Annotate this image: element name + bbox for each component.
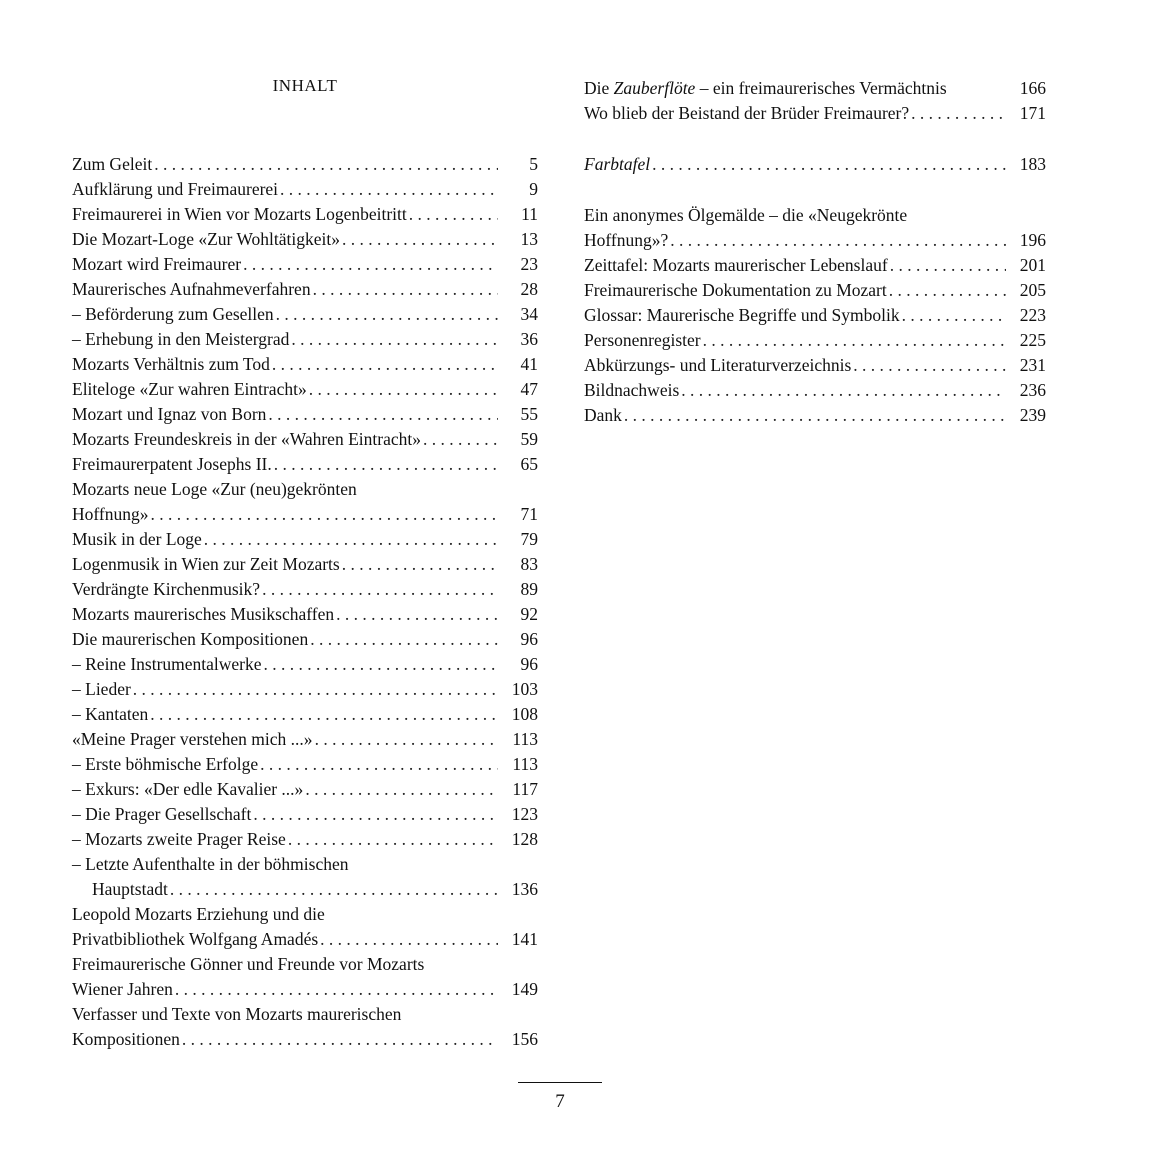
toc-entry [72,277,538,302]
toc-entry [584,378,1046,403]
toc-entry-title: Hoffnung» [72,504,149,524]
toc-page-number: 28 [520,279,538,299]
toc-entry [72,152,538,177]
dot-leader [652,152,1006,177]
toc-entry [72,1002,538,1052]
toc-page-number: 5 [529,154,538,174]
toc-entry-title: Mozart und Ignaz von Born [72,404,267,424]
toc-page-number: 59 [520,429,538,449]
toc-entry-title: Freimaurerei in Wien vor Mozarts Logenbeitritt [72,204,407,224]
toc-entry-title: Privatbibliothek Wolfgang Amadés [72,929,319,949]
toc-entry-title: – Erste böhmische Erfolge [72,754,259,774]
toc-entry-title: Die Mozart-Loge «Zur Wohltätigkeit» [72,229,340,249]
toc-page-number: 103 [511,679,538,699]
dot-leader [902,303,1006,328]
toc-entry-title: Aufklärung und Freimaurerei [72,179,279,199]
toc-entry [72,352,538,377]
toc-entry [72,627,538,652]
dot-leader [890,253,1006,278]
toc-page-number: 65 [520,454,538,474]
page-number: 7 [555,1091,565,1112]
toc-entry [72,327,538,352]
dot-leader [310,627,498,652]
toc-entry-title: Logenmusik in Wien zur Zeit Mozarts [72,554,340,574]
toc-page-number: 71 [520,504,538,524]
toc-page-number: 205 [1019,280,1046,300]
toc-entry-title: Dank [584,405,622,425]
toc-entry [72,827,538,852]
dot-leader [853,353,1006,378]
toc-entry [72,577,538,602]
dot-leader [309,377,498,402]
toc-page-number: 196 [1019,230,1046,250]
dot-leader [133,677,498,702]
footer-rule [518,1082,602,1083]
dot-leader [336,602,498,627]
dot-leader [315,727,498,752]
toc-entry-title: Leopold Mozarts Erziehung und die [72,904,325,924]
dot-leader [182,1027,498,1052]
toc-entry-title: Kompositionen [72,1029,180,1049]
toc-page-number: 79 [520,529,538,549]
toc-page-number: 136 [511,879,538,899]
toc-entry [584,76,1046,101]
dot-leader [313,277,498,302]
toc-entry-title: Verfasser und Texte von Mozarts maurerischen [72,1004,402,1024]
toc-entry [72,602,538,627]
toc-entry [72,227,538,252]
toc-entry-title: Hauptstadt [92,879,168,899]
toc-page-number: 23 [520,254,538,274]
dot-leader [175,977,498,1002]
toc-entry [72,702,538,727]
toc-entry-title: – Die Prager Gesellschaft [72,804,252,824]
toc-entry [72,477,538,527]
dot-leader [150,502,498,527]
toc-entry [72,177,538,202]
toc-page-number: 113 [512,729,538,749]
dot-leader [268,402,498,427]
dot-leader [320,927,498,952]
toc-entry-title: Mozarts Verhältnis zum Tod [72,354,270,374]
dot-leader [260,752,498,777]
toc-page-number: 96 [520,629,538,649]
toc-entry-title: Hoffnung»? [584,230,669,250]
dot-leader [342,227,498,252]
dot-leader [280,177,498,202]
toc-page-number: 89 [520,579,538,599]
toc-entry-title: – Reine Instrumentalwerke [72,654,262,674]
dot-leader [150,702,498,727]
dot-leader [305,777,498,802]
toc-entry [584,253,1046,278]
toc-page-number: 183 [1019,154,1046,174]
toc-page-number: 239 [1019,405,1046,425]
toc-entry-title: Glossar: Maurerische Begriffe und Symbolik [584,305,900,325]
toc-entry [72,852,538,902]
dot-leader [409,202,498,227]
toc-entry [72,727,538,752]
toc-entry [72,802,538,827]
toc-page-number: 231 [1019,355,1046,375]
toc-entry-title: Mozarts Freundeskreis in der «Wahren Eintracht» [72,429,421,449]
toc-entry-title: Ein anonymes Ölgemälde – die «Neugekrönte [584,205,908,225]
toc-entry [72,952,538,1002]
toc-page-number: 141 [511,929,538,949]
toc-page-number: 113 [512,754,538,774]
toc-entry-title: Abkürzungs- und Literaturverzeichnis [584,355,852,375]
dot-leader [264,652,498,677]
toc-page-number: 128 [511,829,538,849]
toc-page-number: 92 [520,604,538,624]
dot-leader [288,827,498,852]
toc-entry-title: Verdrängte Kirchenmusik? [72,579,261,599]
toc-entry-title: Farbtafel [584,154,651,174]
toc-entry [72,452,538,477]
dot-leader [170,877,498,902]
toc-entry-title: Personenregister [584,330,701,350]
toc-page-number: 55 [520,404,538,424]
toc-entry [584,203,1046,253]
dot-leader [681,378,1006,403]
toc-entry-title: Mozart wird Freimaurer [72,254,242,274]
toc-entry [72,302,538,327]
toc-entry [72,427,538,452]
toc-entry-title: Musik in der Loge [72,529,202,549]
toc-entry [72,777,538,802]
toc-entry-title: Wiener Jahren [72,979,173,999]
dot-leader [291,327,498,352]
toc-page-number: 34 [520,304,538,324]
dot-leader [889,278,1006,303]
dot-leader [342,552,498,577]
dot-leader [253,802,498,827]
dot-leader [670,228,1006,253]
toc-entry-title: Mozarts neue Loge «Zur (neu)gekrönten [72,479,357,499]
toc-page-number: 41 [520,354,538,374]
dot-leader [243,252,498,277]
toc-page-number: 171 [1019,103,1046,123]
toc-entry [72,677,538,702]
toc-entry-title: Freimaurerische Dokumentation zu Mozart [584,280,887,300]
toc-entry-title: – Lieder [72,679,131,699]
toc-entry [72,527,538,552]
dot-leader [911,101,1006,126]
dot-leader [703,328,1006,353]
toc-page-number: 149 [511,979,538,999]
dot-leader [154,152,498,177]
toc-entry [584,278,1046,303]
toc-entry [584,403,1046,428]
dot-leader [624,403,1006,428]
toc-entry [72,752,538,777]
toc-entry-title: – Erhebung in den Meistergrad [72,329,290,349]
toc-entry-title: Die maurerischen Kompositionen [72,629,309,649]
toc-entry-title: Mozarts maurerisches Musikschaffen [72,604,335,624]
toc-page-number: 47 [520,379,538,399]
toc-entry [584,353,1046,378]
toc-entry-title: – Mozarts zweite Prager Reise [72,829,286,849]
toc-entry-title: Maurerisches Aufnahmeverfahren [72,279,311,299]
dot-leader [423,427,498,452]
toc-page-number: 201 [1019,255,1046,275]
page-title: INHALT [272,76,338,95]
toc-entry [584,303,1046,328]
toc-page-number: 225 [1019,330,1046,350]
dot-leader [276,302,498,327]
toc-page-number: 166 [1019,78,1046,98]
toc-entry-title: Zum Geleit [72,154,153,174]
toc-page-number: 223 [1019,305,1046,325]
dot-leader [204,527,498,552]
toc-entry [72,402,538,427]
toc-entry [72,652,538,677]
toc-entry [584,152,1046,177]
toc-entry [584,101,1046,126]
toc-entry-title: – Kantaten [72,704,149,724]
toc-entry [584,328,1046,353]
toc-page-number: 36 [520,329,538,349]
toc-entry-title: Eliteloge «Zur wahren Eintracht» [72,379,307,399]
toc-page-number: 123 [511,804,538,824]
toc-page-number: 13 [520,229,538,249]
toc-entry [72,902,538,952]
toc-entry-title: Wo blieb der Beistand der Brüder Freimaurer? [584,103,910,123]
toc-page-number: 83 [520,554,538,574]
toc-entry [72,252,538,277]
toc-entry-title: – Beförderung zum Gesellen [72,304,274,324]
toc-entry [72,377,538,402]
toc-page-number: 117 [512,779,538,799]
toc-entry-title: «Meine Prager verstehen mich ...» [72,729,313,749]
toc-page-number: 108 [511,704,538,724]
toc-entry-title: Zeittafel: Mozarts maurerischer Lebenslauf [584,255,888,275]
toc-entry [72,202,538,227]
toc-page-number: 96 [520,654,538,674]
toc-entry-title: – Exkurs: «Der edle Kavalier ...» [72,779,304,799]
toc-entry [72,552,538,577]
dot-leader [274,452,498,477]
toc-page-number: 11 [521,204,538,224]
toc-entry-title: Freimaurerpatent Josephs II. [72,454,272,474]
toc-entry-title: Freimaurerische Gönner und Freunde vor Mozarts [72,954,425,974]
toc-page-number: 9 [529,179,538,199]
toc-entry-title: Bildnachweis [584,380,680,400]
dot-leader [272,352,498,377]
toc-entry-title: – Letzte Aufenthalte in der böhmischen [72,854,349,874]
toc-page-number: 236 [1019,380,1046,400]
toc-page-number: 156 [511,1029,538,1049]
dot-leader [262,577,498,602]
toc-entry-title: Die Zauberflöte – ein freimaurerisches Vermächtnis [584,78,947,98]
